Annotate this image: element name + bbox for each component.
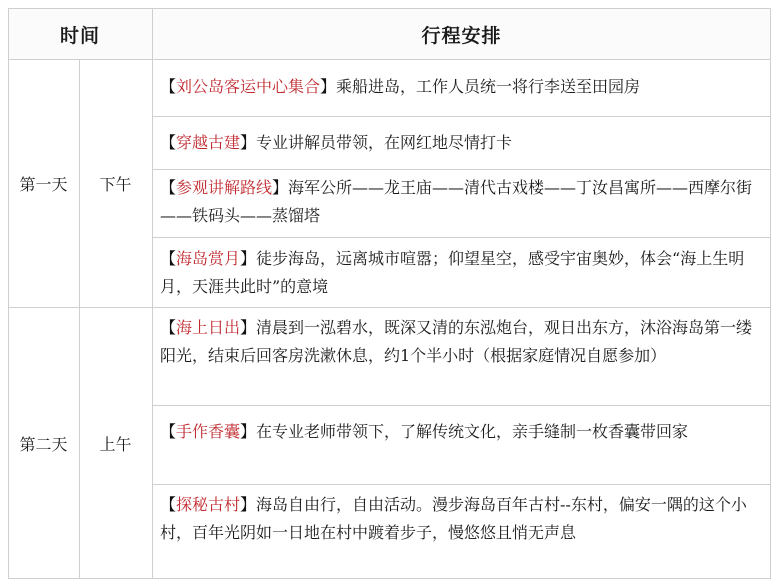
bracket-open: 【: [160, 77, 177, 96]
bracket-close: 】: [240, 249, 257, 268]
activity-description: 乘船进岛，工作人员统一将行李送至田园房: [336, 77, 641, 96]
schedule-item: [160, 314, 764, 370]
activity-description: 专业讲解员带领，在网红地尽情打卡: [256, 133, 513, 152]
bracket-close: 】: [272, 178, 289, 197]
bracket-open: 【: [160, 133, 177, 152]
schedule-item: [160, 245, 764, 301]
header-schedule: 行程安排: [421, 25, 502, 47]
activity-title: 手作香囊: [176, 422, 241, 441]
header-divider: [8, 59, 771, 60]
day-divider: [8, 307, 771, 308]
period-label: 下午: [99, 175, 132, 194]
schedule-item: [160, 129, 764, 157]
column-divider-schedule: [152, 8, 153, 579]
column-divider-day-period: [79, 59, 80, 579]
day-label: 第二天: [19, 435, 68, 454]
row-divider: [152, 237, 771, 238]
row-divider: [152, 484, 771, 485]
activity-title: 穿越古建: [176, 133, 241, 152]
bracket-open: 【: [160, 318, 177, 337]
row-divider: [152, 169, 771, 170]
row-divider: [152, 405, 771, 406]
day-label: 第一天: [19, 175, 68, 194]
activity-title: 刘公岛客运中心集合: [176, 77, 321, 96]
bracket-close: 】: [320, 77, 337, 96]
bracket-open: 【: [160, 249, 177, 268]
schedule-item: [160, 73, 764, 101]
activity-description: 海军公所——龙王庙——清代古戏楼——丁汝昌寓所——西摩尔街——铁码头——蒸馏塔: [160, 178, 753, 225]
schedule-item: [160, 174, 764, 230]
bracket-close: 】: [240, 422, 257, 441]
activity-description: 徒步海岛，远离城市喧嚣；仰望星空，感受宇宙奥妙，体会“海上生明月，天涯共此时”的意境: [160, 249, 745, 296]
activity-title: 参观讲解路线: [176, 178, 273, 197]
bracket-close: 】: [240, 318, 257, 337]
bracket-close: 】: [240, 133, 257, 152]
bracket-open: 【: [160, 495, 177, 514]
activity-title: 探秘古村: [176, 495, 241, 514]
header-time: 时间: [59, 25, 100, 47]
row-divider: [152, 116, 771, 117]
period-label: 上午: [99, 435, 132, 454]
bracket-open: 【: [160, 178, 177, 197]
activity-description: 海岛自由行，自由活动。漫步海岛百年古村--东村，偏安一隅的这个小村，百年光阴如一日地在村中踱着步子，慢悠悠且悄无声息: [160, 495, 747, 542]
schedule-item: [160, 418, 764, 446]
activity-description: 清晨到一泓碧水，既深又清的东泓炮台，观日出东方，沐浴海岛第一缕阳光，结束后回客房洗漱休息，约1个半小时（根据家庭情况自愿参加）: [160, 318, 753, 365]
activity-description: 在专业老师带领下，了解传统文化，亲手缝制一枚香囊带回家: [256, 422, 689, 441]
activity-title: 海岛赏月: [176, 249, 241, 268]
bracket-open: 【: [160, 422, 177, 441]
activity-title: 海上日出: [176, 318, 241, 337]
bracket-close: 】: [240, 495, 257, 514]
schedule-item: [160, 491, 764, 547]
